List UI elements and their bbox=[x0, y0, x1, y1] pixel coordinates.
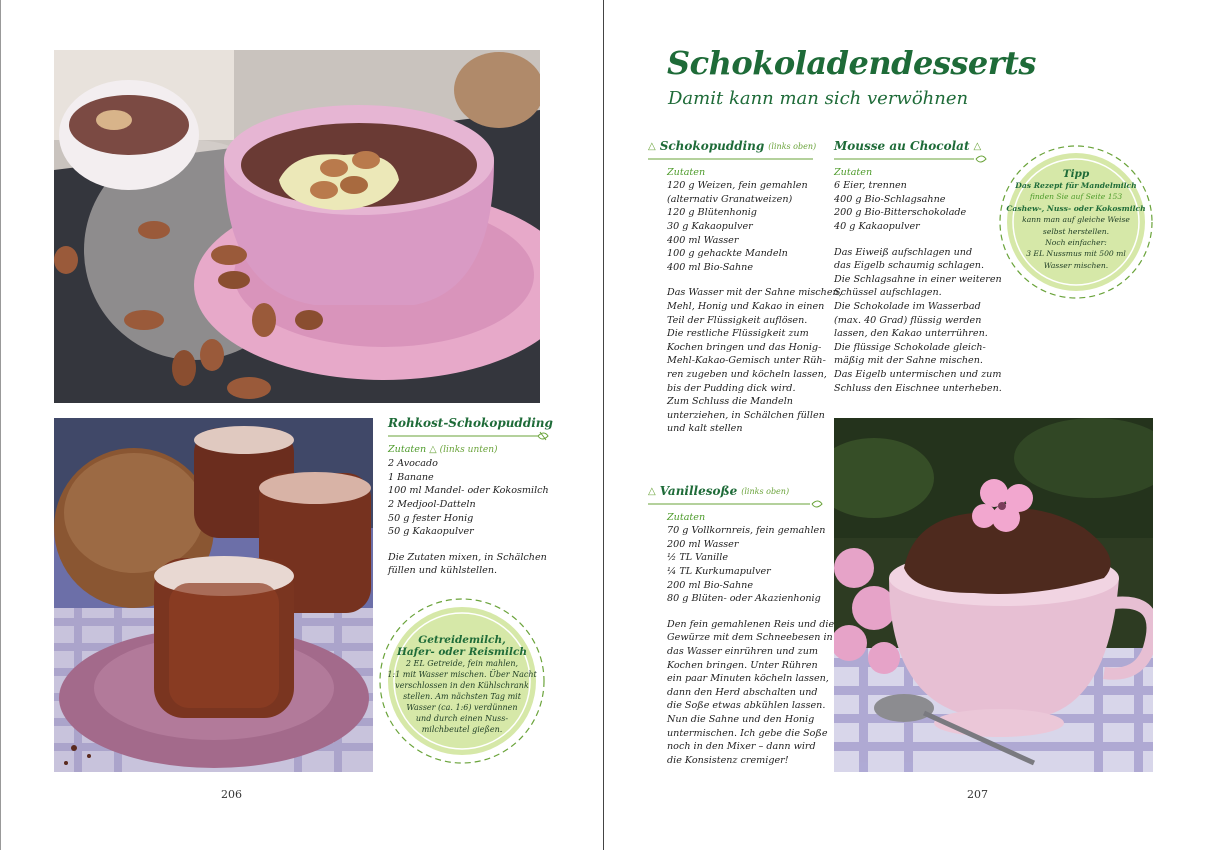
badge-title: Getreidemilch, bbox=[418, 634, 506, 646]
instructions bbox=[834, 246, 1002, 396]
ingredient: 120 g Weizen, fein gemahlen bbox=[667, 180, 808, 192]
ingredient: ½ TL Vanille bbox=[667, 552, 728, 564]
instruction-line: Schluss den Eischnee unterheben. bbox=[834, 382, 1002, 394]
ingredient: 100 ml Mandel- oder Kokosmilch bbox=[388, 485, 549, 497]
recipe-vanillesosse bbox=[648, 484, 835, 767]
instruction-line: das Wasser einrühren und zum bbox=[667, 645, 818, 657]
zutaten-heading: Zutaten bbox=[667, 511, 706, 523]
instruction-line: Teil der Flüssigkeit auflösen. bbox=[667, 314, 808, 326]
ingredient: 50 g fester Honig bbox=[388, 512, 474, 524]
badge-title: Tipp bbox=[1062, 168, 1090, 180]
badge-line: stellen. Am nächsten Tag mit bbox=[403, 692, 521, 701]
badge-line: 2 EL Getreide, fein mahlen, bbox=[405, 659, 519, 668]
instruction-line: Zum Schluss die Mandeln bbox=[667, 396, 793, 408]
ingredient: 400 ml Bio-Sahne bbox=[667, 261, 754, 273]
badge-line: verschlossen in den Kühlschrank bbox=[395, 681, 529, 690]
badge-line: Cashew-, Nuss- oder Kokosmilch bbox=[1006, 203, 1146, 213]
badge-line: Noch einfacher: bbox=[1045, 238, 1107, 248]
instruction-line: ein paar Minuten köcheln lassen, bbox=[667, 673, 829, 685]
instruction-line: untermischen. Ich gebe die Soße bbox=[667, 727, 828, 739]
badge-line: Wasser (ca. 1:6) verdünnen bbox=[406, 703, 518, 712]
ingredient: 2 Avocado bbox=[388, 458, 438, 470]
instruction-line: Mehl, Honig und Kakao in einen bbox=[667, 300, 825, 312]
recipe-mousse-au-chocolat bbox=[834, 139, 1002, 395]
instruction-line: die Konsistenz cremiger! bbox=[667, 754, 789, 766]
instruction-line: Die Schlagsahne in einer weiteren bbox=[834, 273, 1002, 285]
badge-line: kann man auf gleiche Weise bbox=[1022, 215, 1130, 225]
ingredient: 2 Medjool-Datteln bbox=[388, 498, 476, 510]
ingredient: 400 g Bio-Schlagsahne bbox=[834, 193, 946, 205]
page-edge bbox=[0, 0, 1, 850]
instruction-line: Die flüssige Schokolade gleich- bbox=[834, 341, 986, 353]
instruction-line: ren zugeben und köcheln lassen, bbox=[667, 368, 827, 380]
photo-schokopudding bbox=[54, 50, 540, 403]
recipe-title: △ Schokopudding (links oben) bbox=[648, 139, 817, 153]
ingredient: 1 Banane bbox=[388, 471, 434, 483]
title-underline bbox=[648, 154, 823, 162]
instructions bbox=[388, 551, 548, 578]
instruction-line: Die restliche Flüssigkeit zum bbox=[667, 328, 809, 340]
recipe-title: Mousse au Chocolat △ bbox=[834, 139, 982, 153]
title-underline bbox=[648, 499, 828, 507]
instruction-line: die Soße etwas abkühlen lassen. bbox=[667, 700, 826, 712]
ingredient: 400 ml Wasser bbox=[667, 234, 739, 246]
instruction-line: Das Eiweiß aufschlagen und bbox=[834, 246, 973, 258]
instruction-line: das Eigelb schaumig schlagen. bbox=[834, 260, 985, 272]
badge-line: 1:1 mit Wasser mischen. Über Nacht bbox=[387, 670, 537, 679]
instruction-line: Kochen bringen. Unter Rühren bbox=[667, 659, 818, 671]
ingredient: 200 g Bio-Bitterschokolade bbox=[834, 207, 967, 219]
badge-line: Wasser mischen. bbox=[1043, 260, 1109, 270]
instructions bbox=[667, 286, 842, 436]
ingredient: 120 g Blütenhonig bbox=[667, 207, 757, 219]
ingredient: 50 g Kakaopulver bbox=[388, 526, 474, 538]
instruction-line: mäßig mit der Sahne mischen. bbox=[834, 355, 983, 367]
badge-line: finden Sie auf Seite 153 bbox=[1029, 192, 1123, 202]
instruction-line: noch in den Mixer – dann wird bbox=[667, 741, 816, 753]
ingredient: (alternativ Granatweizen) bbox=[667, 193, 793, 205]
instruction-line: Schüssel aufschlagen. bbox=[834, 287, 942, 299]
photo-rohkost-schokopudding bbox=[54, 418, 373, 772]
ingredient: ¼ TL Kurkumapulver bbox=[667, 565, 771, 577]
instruction-line: Gewürze mit dem Schneebesen in bbox=[667, 632, 833, 644]
badge-getreidemilch bbox=[372, 596, 552, 766]
title-underline bbox=[834, 154, 999, 162]
badge-title: Hafer- oder Reismilch bbox=[396, 646, 528, 658]
badge-line: und durch einen Nuss- bbox=[415, 714, 509, 723]
ingredient: 80 g Blüten- oder Akazienhonig bbox=[667, 593, 821, 605]
recipe-schokopudding bbox=[648, 139, 842, 436]
ingredient: 40 g Kakaopulver bbox=[834, 220, 920, 232]
recipe-title: △ Vanillesoße (links oben) bbox=[648, 484, 790, 498]
pointer-icon: △ bbox=[429, 443, 437, 455]
instruction-line: Kochen bringen und das Honig- bbox=[667, 341, 822, 353]
badge-line: Das Rezept für Mandelmilch bbox=[1015, 181, 1137, 190]
zutaten-heading: Zutaten bbox=[667, 166, 706, 178]
page-subtitle: Damit kann man sich verwöhnen bbox=[668, 88, 969, 109]
recipe-icon: △ bbox=[648, 141, 656, 152]
ingredient-list bbox=[834, 179, 999, 233]
spine-divider bbox=[603, 0, 604, 850]
badge-text bbox=[998, 168, 1154, 271]
badge-text bbox=[380, 634, 544, 735]
instruction-line: dann den Herd abschalten und bbox=[667, 686, 818, 698]
badge-line: milchbeutel gießen. bbox=[421, 725, 503, 734]
badge-line: selbst herstellen. bbox=[1042, 226, 1110, 236]
badge-tipp bbox=[996, 130, 1156, 318]
recipe-icon: △ bbox=[973, 141, 982, 152]
instruction-line: Die Zutaten mixen, in Schälchen bbox=[388, 551, 547, 563]
ingredient: 200 ml Wasser bbox=[667, 538, 739, 550]
recipe-icon: △ bbox=[648, 486, 656, 497]
instructions bbox=[667, 618, 835, 768]
recipe-rohkost-schokopudding bbox=[388, 416, 553, 578]
instruction-line: Die Schokolade im Wasserbad bbox=[834, 300, 981, 312]
instruction-line: bis der Pudding dick wird. bbox=[667, 382, 796, 394]
ingredient: 6 Eier, trennen bbox=[834, 180, 907, 192]
instruction-line: Das Wasser mit der Sahne mischen, bbox=[667, 287, 842, 299]
zutaten-heading: Zutaten △ (links unten) bbox=[388, 443, 498, 455]
instruction-line: Mehl-Kakao-Gemisch unter Rüh- bbox=[667, 355, 826, 367]
photo-mousse-au-chocolat bbox=[834, 418, 1153, 772]
instruction-line: Nun die Sahne und den Honig bbox=[667, 713, 815, 725]
instruction-line: unterziehen, in Schälchen füllen bbox=[667, 409, 825, 421]
ingredient: 200 ml Bio-Sahne bbox=[667, 579, 754, 591]
ingredient-list bbox=[667, 179, 823, 274]
zutaten-heading: Zutaten bbox=[834, 166, 873, 178]
page-number-right: 207 bbox=[967, 788, 988, 801]
recipe-title: Rohkost-Schokopudding bbox=[388, 416, 553, 430]
ingredient-list bbox=[667, 524, 828, 606]
ingredient: 100 g gehackte Mandeln bbox=[667, 248, 788, 260]
instruction-line: lassen, den Kakao unterrühren. bbox=[834, 328, 988, 340]
ingredient: 30 g Kakaopulver bbox=[667, 220, 753, 232]
instruction-line: Den fein gemahlenen Reis und die bbox=[667, 618, 835, 630]
page-number-left: 206 bbox=[221, 788, 242, 801]
instruction-line: Das Eigelb untermischen und zum bbox=[834, 368, 1002, 380]
instruction-line: füllen und kühlstellen. bbox=[388, 565, 498, 577]
ingredient: 70 g Vollkornreis, fein gemahlen bbox=[667, 525, 826, 537]
badge-line: 3 EL Nussmus mit 500 ml bbox=[1026, 249, 1126, 259]
title-underline bbox=[388, 431, 548, 439]
ingredient-list bbox=[388, 457, 548, 539]
instruction-line: und kalt stellen bbox=[667, 423, 743, 435]
instruction-line: (max. 40 Grad) flüssig werden bbox=[834, 314, 982, 326]
page-title: Schokoladendesserts bbox=[667, 44, 1036, 82]
